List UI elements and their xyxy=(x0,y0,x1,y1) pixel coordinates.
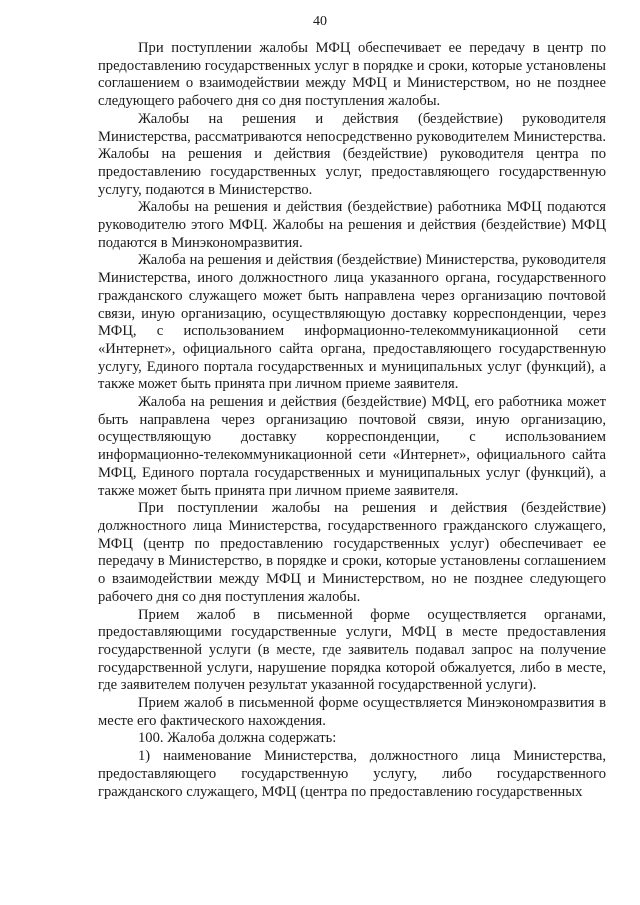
paragraph-8: Прием жалоб в письменной форме осуществляется Минэкономразвития в месте его фактического нахождения. xyxy=(98,695,606,729)
paragraph-4: Жалоба на решения и действия (бездействие) Министерства, руководителя Министерства, иного должностного лица указанного органа, государственного гражданского служащего может быть направлена через организацию почтовой связи, иную организацию, осуществляющую доставку корреспонденции, через МФЦ, с использованием информационно-телекоммуникационной сети «Интернет», официального сайта органа, предоставляющего государственную услугу, Единого портала государственных и муниципальных услуг (функций), а также может быть принята при личном приеме заявителя. xyxy=(98,252,606,393)
paragraph-7: Прием жалоб в письменной форме осуществляется органами, предоставляющими государственные услуги, МФЦ в месте предоставления государственной услуги (в месте, где заявитель подавал запрос на получение государственной услуги, нарушение порядка которой обжалуется, либо в месте, где заявителем получен результат указанной государственной услуги). xyxy=(98,606,606,694)
paragraph-9: 100. Жалоба должна содержать: xyxy=(138,730,337,747)
paragraph-10: 1) наименование Министерства, должностного лица Министерства, предоставляющего государственную услугу, либо государственного гражданского служащего, МФЦ (центра по предоставлению государственных xyxy=(98,748,606,800)
paragraph-5: Жалоба на решения и действия (бездействие) МФЦ, его работника может быть направлена через организацию почтовой связи, иную организацию, осуществляющую доставку корреспонденции, с использованием информационно-телекоммуникационной сети «Интернет», официального сайта МФЦ, Единого портала государственных и муниципальных услуг (функций), а также может быть принята при личном приеме заявителя. xyxy=(98,394,606,499)
document-body xyxy=(98,40,606,801)
paragraph-6: При поступлении жалобы на решения и действия (бездействие) должностного лица Министерства, государственного гражданского служащего, МФЦ (центр по предоставлению государственных услуг) обеспечивает ее передачу в Министерство, в порядке и сроки, которые установлены соглашением о взаимодействии между МФЦ и Министерством, но не позднее следующего рабочего дня со дня поступления жалобы. xyxy=(98,500,606,605)
paragraph-1: При поступлении жалобы МФЦ обеспечивает ее передачу в центр по предоставлению государственных услуг в порядке и сроки, которые установлены соглашением о взаимодействии между МФЦ и Министерством, но не позднее следующего рабочего дня со дня поступления жалобы. xyxy=(98,40,606,110)
paragraph-3: Жалобы на решения и действия (бездействие) работника МФЦ подаются руководителю этого МФЦ. Жалобы на решения и действия (бездействие) МФЦ подаются в Минэкономразвития. xyxy=(98,199,606,251)
page-number: 40 xyxy=(313,14,327,29)
paragraph-2: Жалобы на решения и действия (бездействие) руководителя Министерства, рассматриваются непосредственно руководителем Министерства. Жалобы на решения и действия (бездействие) руководителя центра по предоставлению государственных услуг, предоставляющего государственную услугу, подаются в Министерство. xyxy=(98,110,606,198)
